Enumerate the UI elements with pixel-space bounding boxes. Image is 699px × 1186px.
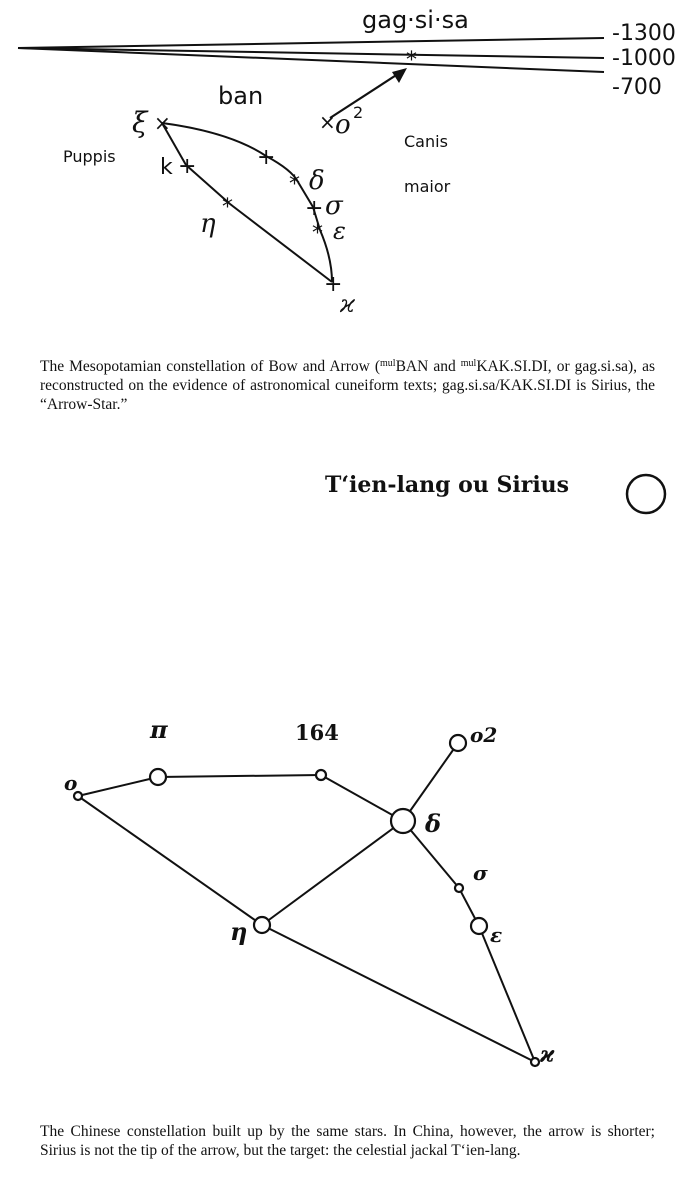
mesopotamian-diagram — [0, 0, 699, 330]
k-marker: + — [178, 154, 197, 179]
line-epoch-700 — [18, 48, 604, 72]
number-164-label: 164 — [295, 720, 339, 745]
omicron2-superscript: 2 — [353, 103, 364, 122]
line-o-eta — [78, 796, 262, 925]
star-delta-icon — [391, 809, 415, 833]
epsilon-marker: * — [312, 221, 323, 246]
caption1-mul1: mul — [380, 358, 396, 369]
chinese-caption: The Chinese constellation built up by the same stars. In China, however, the arrow is shorter; Sirius is not the tip of the arrow, but the target: the celestial jackal T‘ien-lang. — [40, 1123, 655, 1159]
maior-label: maior — [404, 177, 451, 196]
delta-label-2: δ — [425, 809, 442, 838]
omicron2-label: o — [335, 110, 351, 140]
star-circles — [74, 735, 539, 1066]
kappa-label-2: ϰ — [540, 1042, 555, 1068]
caption1-mul2: mul — [460, 358, 477, 369]
k-label: k — [160, 155, 173, 180]
constellation-lines — [78, 743, 535, 1062]
eta-label: η — [200, 209, 216, 239]
star-kappa-icon — [531, 1058, 539, 1066]
line-164-delta — [321, 775, 403, 821]
mesopotamian-caption — [40, 354, 655, 414]
star-o2-icon — [450, 735, 466, 751]
epoch-700-label: -700 — [612, 75, 662, 100]
epoch-1000-label: -1000 — [612, 46, 676, 71]
star-eta-icon — [254, 917, 270, 933]
star-pi-icon — [150, 769, 166, 785]
xi-label: ξ — [132, 106, 148, 139]
caption1-part1: The Mesopotamian constellation of Bow and Arrow ( — [40, 358, 380, 375]
o-label: o — [64, 771, 78, 795]
sirius-circle-icon — [627, 475, 665, 513]
bow-mid-marker: + — [257, 145, 276, 170]
star-164-icon — [316, 770, 326, 780]
star-sigma-icon — [455, 884, 463, 892]
star-epsilon-icon — [471, 918, 487, 934]
delta-label: δ — [309, 166, 325, 196]
omicron2-marker: × — [319, 110, 336, 134]
pi-label: π — [150, 715, 168, 744]
caption1-ban: BAN and — [395, 358, 461, 375]
line-epsilon-kappa — [479, 926, 535, 1062]
xi-marker: × — [154, 111, 171, 135]
epoch-1300-label: -1300 — [612, 21, 676, 46]
line-epoch-1300 — [18, 38, 604, 48]
sirius-label: gag·si·sa — [362, 6, 469, 34]
line-epoch-1000 — [18, 48, 604, 58]
arrow-head — [392, 68, 407, 83]
chinese-diagram — [0, 470, 699, 1070]
delta-marker: * — [289, 172, 300, 197]
canis-label: Canis — [404, 132, 448, 151]
epsilon-label-2: ε — [490, 923, 503, 947]
eta-label-2: η — [230, 917, 248, 946]
line-o-pi — [78, 777, 158, 796]
sigma-label-2: σ — [473, 861, 488, 885]
eta-marker: * — [222, 195, 233, 220]
tien-lang-title: T‘ien-lang ou Sirius — [325, 472, 570, 498]
sirius-star-marker: * — [406, 48, 417, 73]
kappa-label: ϰ — [340, 290, 355, 318]
sigma-label: σ — [325, 191, 343, 221]
precession-lines — [18, 38, 604, 72]
caption1-part2: KAK.SI.DI, or gag.si.sa), as reconstructed on the evidence of astronomical cuneiform texts; gag.si.sa/KAK.SI.DI is Sirius, the “Arrow-Star.” — [40, 358, 655, 413]
line-eta-delta — [262, 821, 403, 925]
line-pi-164 — [158, 775, 321, 777]
sigma-marker: + — [305, 196, 324, 221]
puppis-label: Puppis — [63, 147, 116, 166]
o2-label: o2 — [470, 723, 498, 747]
kappa-marker: + — [324, 272, 343, 297]
epsilon-label: ε — [333, 217, 346, 245]
bow-label: ban — [218, 82, 264, 110]
